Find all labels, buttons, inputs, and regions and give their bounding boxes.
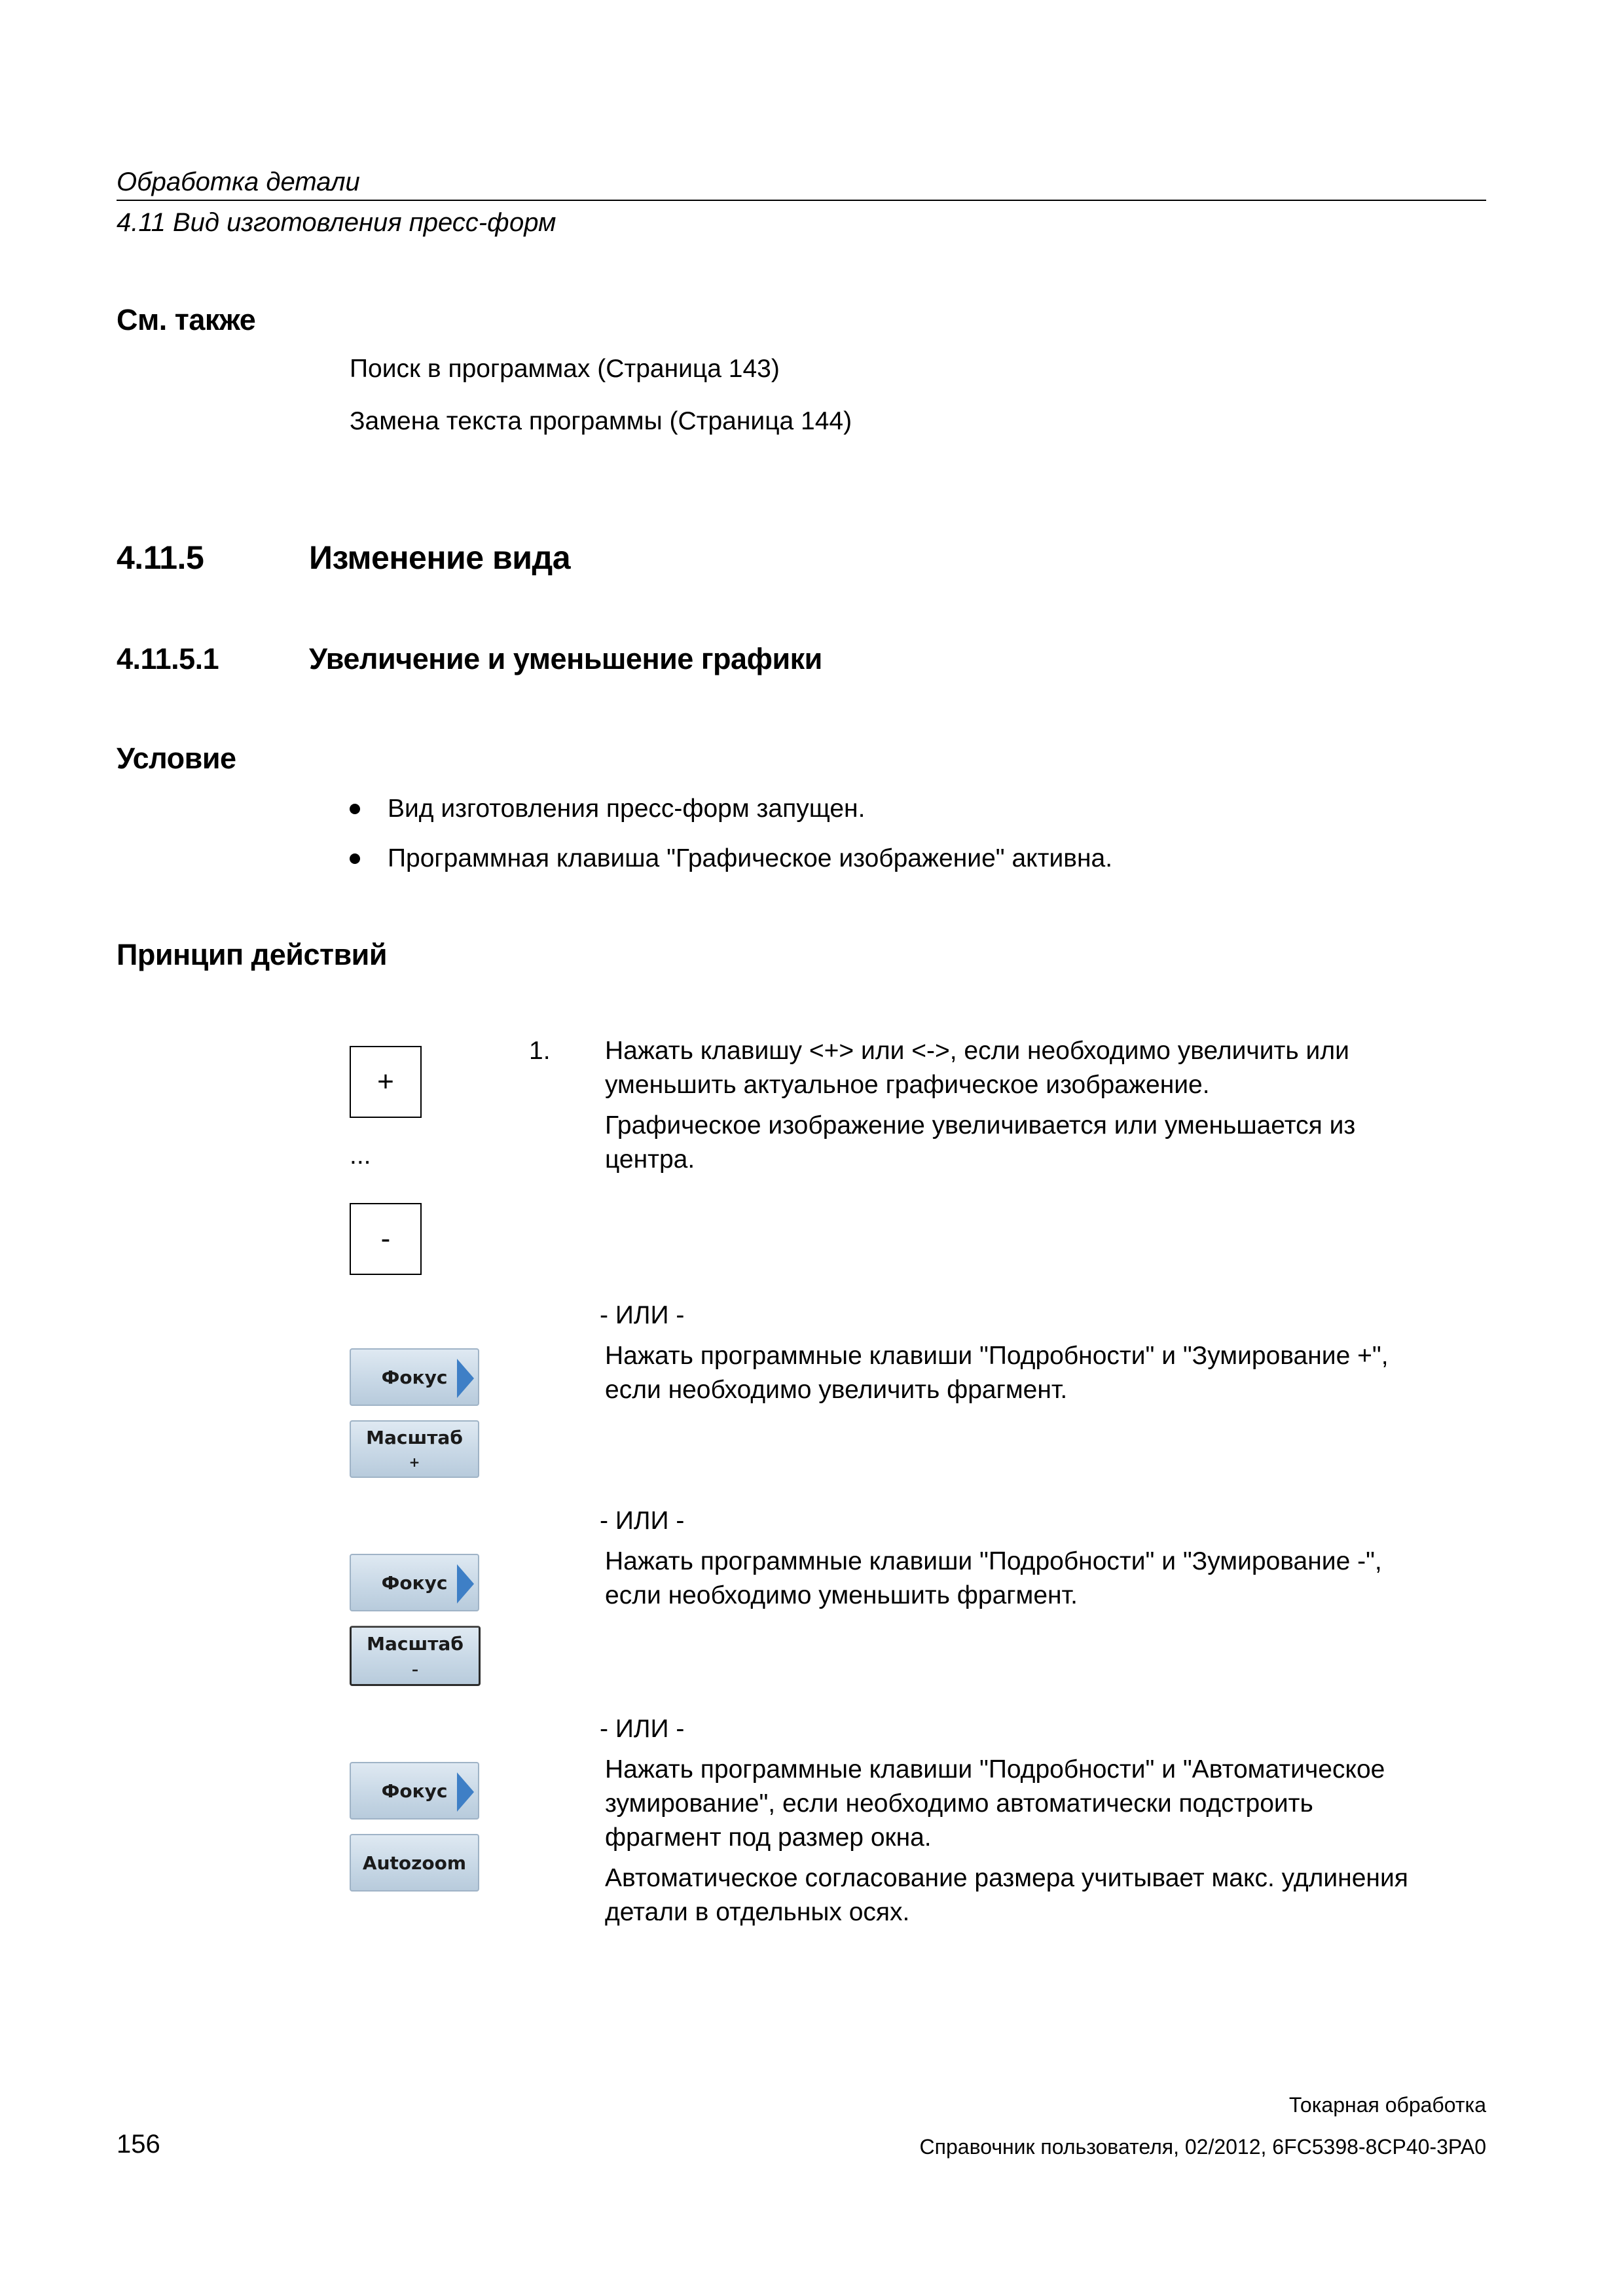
or-separator: - ИЛИ -: [600, 1715, 685, 1743]
section-title-4-11-5: Изменение вида: [309, 539, 571, 576]
or-separator: - ИЛИ -: [600, 1507, 685, 1535]
alt3-text-line-2: зумирование", если необходимо автоматически подстроить: [605, 1789, 1313, 1818]
arrow-right-icon: [457, 1564, 474, 1604]
alt3-note-line-2: детали в отдельных осях.: [605, 1898, 910, 1926]
step-number: 1.: [529, 1037, 551, 1065]
key-ellipsis: ...: [350, 1141, 371, 1170]
zoom-plus-softkey[interactable]: Масштаб +: [350, 1420, 479, 1478]
footer-product: Токарная обработка: [1288, 2093, 1486, 2117]
step1-text-line-2: уменьшить актуальное графическое изображение.: [605, 1071, 1210, 1099]
running-header-chapter: Обработка детали: [117, 168, 360, 196]
minus-key-icon: -: [350, 1203, 422, 1275]
step1-result-line-2: центра.: [605, 1145, 695, 1174]
alt2-text-line-1: Нажать программные клавиши "Подробности" и "Зумирование -",: [605, 1547, 1382, 1575]
bullet-dot: [350, 804, 360, 814]
see-also-link-replace[interactable]: Замена текста программы (Страница 144): [350, 407, 852, 435]
see-also-link-search[interactable]: Поиск в программах (Страница 143): [350, 355, 780, 383]
bullet-dot: [350, 853, 360, 864]
alt2-text-line-2: если необходимо уменьшить фрагмент.: [605, 1581, 1078, 1609]
minus-icon: –: [412, 1662, 418, 1677]
header-rule: [117, 200, 1486, 201]
plus-icon: +: [409, 1454, 420, 1470]
or-separator: - ИЛИ -: [600, 1301, 685, 1329]
see-also-heading: См. также: [117, 303, 256, 336]
alt3-text-line-3: фрагмент под размер окна.: [605, 1823, 932, 1852]
zoom-minus-softkey[interactable]: Масштаб –: [350, 1626, 481, 1686]
condition-bullet-2: Программная клавиша "Графическое изображение" активна.: [388, 844, 1113, 872]
alt3-text-line-1: Нажать программные клавиши "Подробности" и "Автоматическое: [605, 1755, 1385, 1784]
principle-heading: Принцип действий: [117, 938, 387, 971]
section-number-4-11-5: 4.11.5: [117, 539, 204, 576]
autozoom-softkey[interactable]: Autozoom: [350, 1834, 479, 1892]
focus-softkey[interactable]: Фокус: [350, 1554, 479, 1611]
focus-softkey[interactable]: Фокус: [350, 1762, 479, 1820]
running-header-section: 4.11 Вид изготовления пресс-форм: [117, 208, 556, 237]
condition-heading: Условие: [117, 742, 236, 775]
alt3-note-line-1: Автоматическое согласование размера учитывает макс. удлинения: [605, 1864, 1408, 1892]
footer-manual: Справочник пользователя, 02/2012, 6FC5398-8CP40-3PA0: [919, 2135, 1486, 2159]
section-title-4-11-5-1: Увеличение и уменьшение графики: [309, 642, 822, 675]
arrow-right-icon: [457, 1772, 474, 1812]
arrow-right-icon: [457, 1359, 474, 1398]
section-number-4-11-5-1: 4.11.5.1: [117, 642, 219, 675]
condition-bullet-1: Вид изготовления пресс-форм запущен.: [388, 795, 866, 823]
step1-text-line-1: Нажать клавишу <+> или <->, если необходимо увеличить или: [605, 1037, 1349, 1065]
page-number: 156: [117, 2130, 160, 2159]
focus-softkey[interactable]: Фокус: [350, 1348, 479, 1406]
alt1-text-line-2: если необходимо увеличить фрагмент.: [605, 1376, 1068, 1404]
step1-result-line-1: Графическое изображение увеличивается или уменьшается из: [605, 1111, 1356, 1139]
plus-key-icon: +: [350, 1046, 422, 1118]
alt1-text-line-1: Нажать программные клавиши "Подробности" и "Зумирование +",: [605, 1342, 1389, 1370]
